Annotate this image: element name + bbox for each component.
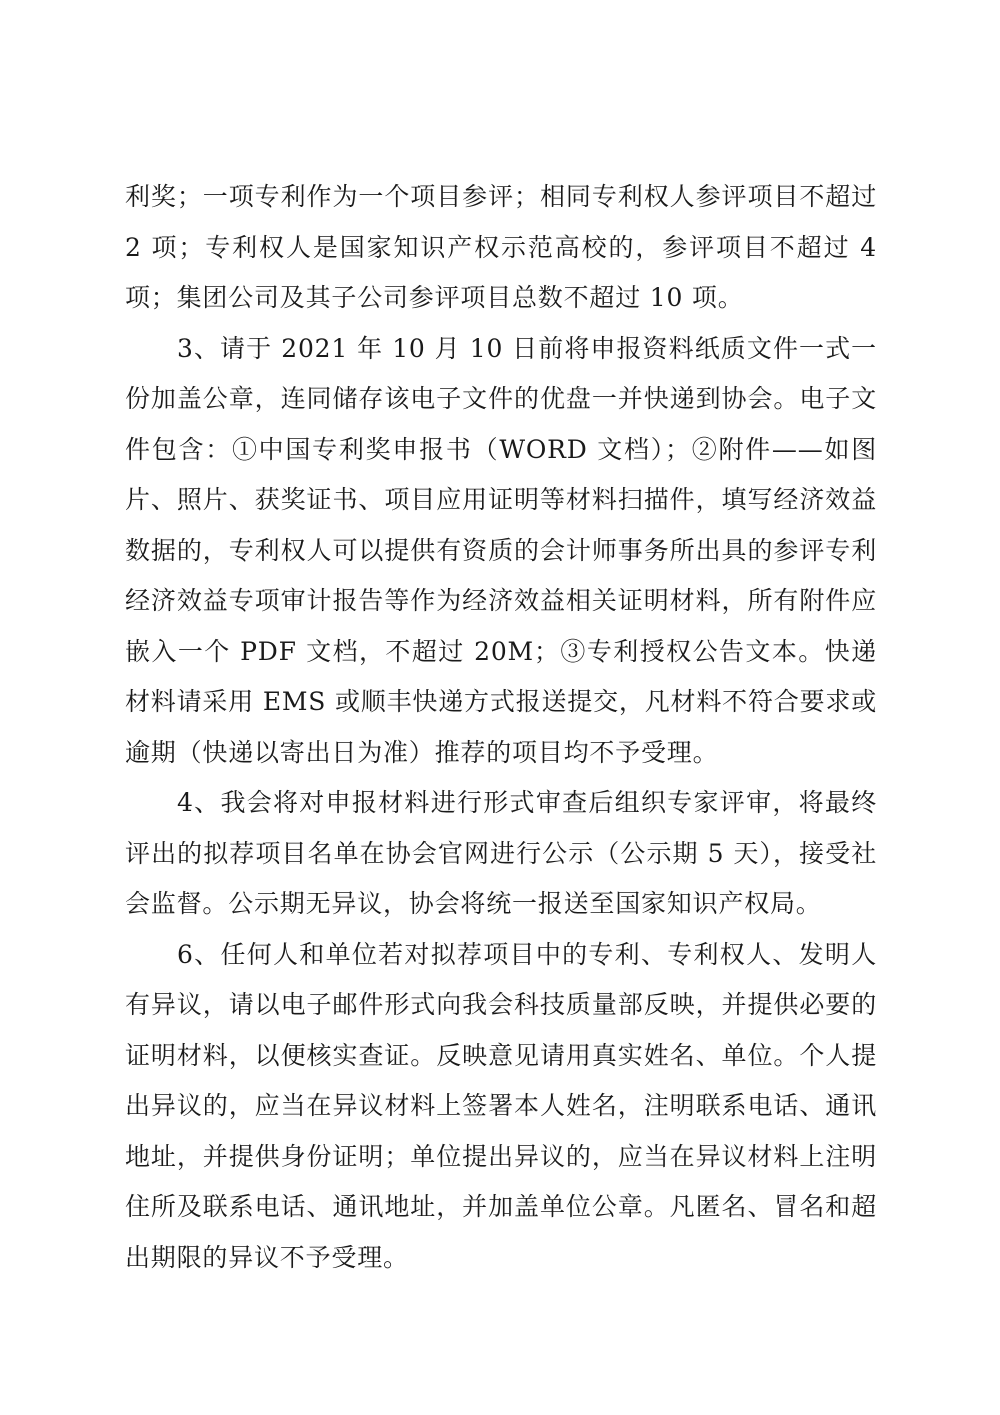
paragraph-objections: 6、任何人和单位若对拟荐项目中的专利、专利权人、发明人有异议，请以电子邮件形式向我会科技质量部反映，并提供必要的证明材料，以便核实查证。反映意见请用真实姓名、单位。个人提出异议的，应当在异议材料上签署本人姓名，注明联系电话、通讯地址，并提供身份证明；单位提出异议的，应当在异议材料上注明住所及联系电话、通讯地址，并加盖单位公章。凡匿名、冒名和超出期限的异议不予受理。 [125, 939, 877, 1272]
paragraph-award-limits: 利奖；一项专利作为一个项目参评；相同专利权人参评项目不超过 2 项；专利权人是国家知识产权示范高校的，参评项目不超过 4 项；集团公司及其子公司参评项目总数不超过 10 项。 [125, 182, 877, 312]
paragraph-submission-materials: 3、请于 2021 年 10 月 10 日前将申报资料纸质文件一式一份加盖公章，连同储存该电子文件的优盘一并快递到协会。电子文件包含：①中国专利奖申报书（WORD 文档）；②附件——如图片、照片、获奖证书、项目应用证明等材料扫描件，填写经济效益数据的，专利权人可以提供有资质的会计师事务所出具的参评专利经济效益专项审计报告等作为经济效益相关证明材料，所有附件应嵌入一个 PDF 文档，不超过 20M；③专利授权公告文本。快递材料请采用 EMS 或顺丰快递方式报送提交，凡材料不符合要求或逾期（快递以寄出日为准）推荐的项目均不予受理。 [125, 333, 877, 767]
paragraph-review-publicity: 4、我会将对申报材料进行形式审查后组织专家评审，将最终评出的拟荐项目名单在协会官网进行公示（公示期 5 天），接受社会监督。公示期无异议，协会将统一报送至国家知识产权局。 [125, 788, 877, 918]
document-body [125, 172, 877, 1283]
